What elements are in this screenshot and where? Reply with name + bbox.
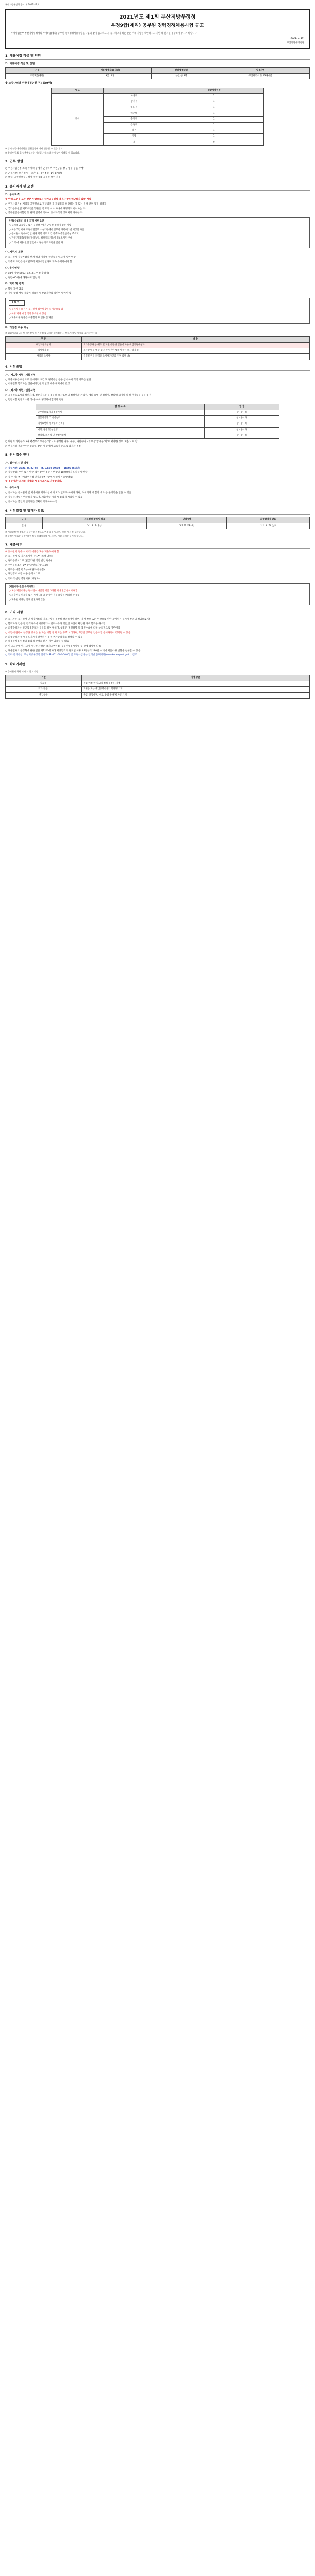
table-cell: 사상구	[104, 93, 164, 99]
table-cell: 공무원으로서의 정신자세	[36, 410, 205, 415]
table-cell: 의사상자 등 예우 및 지원에 관한 법률에 따른 의사상자 등	[81, 348, 310, 354]
text-line: ○ 18세 이상(2003. 12. 31. 이전 출생자)	[5, 272, 49, 275]
text-line: ○ 응시자는 응시원서 및 제출서류의 기재사항을 정확히 확인하여야 하며, 기재 착오 또는 누락으로 인한 불이익은 응시자 본인의 책임으로 함	[5, 618, 150, 621]
text-line: ○ 기타 가산점 증빙서류 (해당자)	[5, 577, 40, 580]
text-line: ○ 제출서류 원본은 최종합격 후 임용 전 제출	[9, 316, 53, 319]
text-line: ○ 우정사업본부 계리직 공무원으로 정년퇴직 후 재임용을 희망하는 자 또는 우정 관련 업무 경력자	[5, 202, 107, 206]
text-line: ○ 학력 제한 없음	[5, 287, 24, 291]
table-cell: 북구	[104, 128, 164, 134]
box-title: [제출서류 관련 유의사항]	[9, 585, 35, 588]
table-cell: 졸업, 졸업예정, 수료, 중퇴 중 해당 사항 기재	[81, 692, 310, 698]
requirement-box	[5, 217, 310, 248]
text-line: ○ 응시자는 본인의 연락처를 정확히 기재하여야 함	[5, 500, 58, 503]
text-line: ○ 보수: 공무원보수규정에 따른 9급 공무원 보수 적용	[5, 176, 61, 179]
table-cell: 자격증 소지자	[6, 354, 82, 360]
text-line: ○ 우정사업본부 소속 우체국 등에서 근무하며 우편금융 창구 업무 등을 수행	[5, 167, 84, 171]
table-cell: 의사상자 등	[6, 348, 82, 354]
table-cell: '21. 8. 13.(금)	[42, 523, 147, 529]
table-header: 구 분	[6, 336, 82, 342]
text-line: ○ 모든 제출서류는 원서접수 마감일 기준 3개월 이내 발급분이어야 함	[9, 589, 78, 592]
table-cell: 국가유공자 등 예우 및 지원에 관한 법률에 따른 취업지원대상자	[81, 342, 310, 348]
text-line: ○ 응시원서 및 자기소개서 각 1부 (소정 양식)	[5, 555, 53, 558]
text-line: ○ 최종합격자는 신규임용후보자 등록을 하여야 하며, 임용은 결원상황 및 업무수요에 따라 순차적으로 이루어짐	[5, 627, 120, 630]
table-header: 채용예정직급(직렬)	[69, 68, 151, 74]
table-header: 최종합격자 발표	[227, 517, 310, 523]
section-5-sub-b: 나. 유의사항	[5, 486, 20, 490]
table-header: 구 분	[6, 68, 69, 74]
section-4-sub-b: 나. (제2차 시험) 면접시험	[5, 389, 36, 393]
table-cell: '21. 8. 19.(목)	[147, 523, 227, 529]
title-box	[5, 9, 310, 49]
text-line: ○ 우체국 금융창구 또는 우편창구에서 근무한 경력이 있는 사람	[9, 224, 72, 227]
section-9-title: 9. 학력기재란	[5, 663, 310, 668]
unit-table	[51, 88, 264, 146]
table-header: 내 용	[81, 336, 310, 342]
text-line: ○ 접수기간: 2021. 8. 2.(월) ~ 8. 6.(금) 09:00 ~ 18:00 (5일간)	[5, 467, 80, 470]
section-4-title: 4. 시험방법	[5, 365, 310, 371]
text-line: ○ 개인정보 수집·이용 동의서 1부	[5, 573, 40, 576]
section-6-title: 6. 시험일정 및 합격자 발표	[5, 509, 310, 515]
text-line: ○ 응시자는 응시원서 및 제출서류 기재사항에 착오가 없도록 하여야 하며, 허위기재 시 합격 취소 등 불이익을 받을 수 있음	[5, 492, 131, 495]
table-cell: 학과(전공)	[6, 687, 82, 692]
text-line: ○ 주민등록초본 1부 (주소변동사항 포함)	[5, 564, 48, 567]
table-cell: 상 · 중 · 하	[204, 433, 279, 438]
table-cell: 해운대	[104, 111, 164, 116]
table-cell: 상 · 중 · 하	[204, 427, 279, 433]
table-cell: 1	[164, 123, 264, 128]
table-cell: 9급 · 9명	[69, 74, 151, 79]
table-cell: 1	[164, 99, 264, 105]
table-cell: 1	[164, 116, 264, 122]
table-cell: 상 · 중 · 하	[204, 416, 279, 421]
table-header: 구 분	[6, 675, 82, 681]
text-line: ○ 정년(60세)에 해당하지 않는 자	[5, 276, 41, 279]
unit-group: 부산	[51, 93, 104, 145]
title-line-1: 2021년도 제1회 부산지방우정청	[119, 14, 196, 21]
table-cell: 전문지식과 그 응용능력	[36, 416, 205, 421]
text-line: ○ 최근 5년 이내 우정사업본부 소속기관에서 근무한 경력이 1년 이상인 사람	[9, 228, 85, 231]
table-header: 시 도	[51, 88, 104, 93]
text-line: ○ 경력 증명 서류 제출이 필요하며 발급기관의 직인이 있어야 함	[5, 292, 72, 295]
text-line: ○ 합격자가 임용 전 결격사유에 해당하거나 결격사유가 있었던 사실이 확인될 경우 합격을 취소함	[5, 622, 106, 625]
section-3-sub-a: 가. 응시자격	[5, 193, 20, 196]
table-cell: 9	[164, 140, 264, 145]
table-cell: 기장	[104, 134, 164, 140]
text-line: ○ 채용절차의 공정화에 관한 법률 제11조에 따라 최종합격자 발표일 이후 14일부터 180일 이내에 제출서류 반환을 청구할 수 있음	[5, 649, 141, 652]
text-line: ○ 국가공무원법 제33조(결격사유) 각 호의 어느 하나에 해당하지 아니하는 자	[5, 207, 86, 210]
table-cell: 학위증 또는 졸업증명서상의 학과명 기재	[81, 687, 310, 692]
table-cell: 직렬별 관련 자격증 소지자(가산점 인정 범위 내)	[81, 354, 310, 360]
section-8-title: 8. 기타 사항	[5, 611, 310, 616]
table-cell: 1	[164, 134, 264, 140]
text-line: ○ 기타 문의사항: 부산지방우정청 인사과(☎ 051-000-0000) 및 우정사업본부 인터넷 홈페이지(www.koreapost.go.kr) 참조	[5, 654, 137, 657]
table-cell: 의사표현의 정확성과 논리성	[36, 421, 205, 427]
table-cell: 창의력, 의지력 및 발전가능성	[36, 433, 205, 438]
text-line: ○ 최종합격자 중 임용포기자가 발생하는 경우 추가합격자를 결정할 수 있음	[5, 636, 83, 639]
text-line: ○ 면접시험 평정요소별 상·중·하로 평정하여 합격자 결정	[5, 398, 64, 401]
text-line: ○ 자격증 사본 각 1부 (해당자에 한함)	[5, 568, 45, 571]
table-cell: 일 정	[6, 523, 43, 529]
intro-text: 우정사업본부 부산지방우정청의 우정9급(계리) 공무원 경력경쟁채용시험을 다음과 같이 공고하오니, 응시하고자 하는 분은 아래 사항을 확인하시고 기한 내 원서를 접수하여 주시기 바랍니다.	[11, 32, 198, 35]
bonus-table	[5, 336, 310, 360]
note-line: ※ 시험일정 및 장소는 부득이한 사정으로 변경될 수 있으며, 변경 시 사전 공지합니다.	[5, 530, 86, 533]
section-3-sub-b: 나. 거주지 제한	[5, 251, 23, 255]
interview-table	[36, 404, 279, 439]
note-line: ※ 합격자 발표 후 임용예정지는 개인별 거주지와 관계 없이 정해질 수 있습니다.	[5, 151, 80, 154]
note-line: ※ 상기 선발예정인원은 결원상황에 따라 변동될 수 있습니다.	[5, 147, 63, 150]
text-line: ○ 면접시험 결과 '우수' 등급을 받은 자 중에서 고득점 순으로 합격자 결정	[5, 445, 81, 448]
table-cell: 계	[104, 140, 164, 145]
table-cell: 졸업구분	[6, 692, 82, 698]
table-header: 면접시험	[147, 517, 227, 523]
table-header: 서류전형 합격자 발표	[42, 517, 147, 523]
text-line: ○ 거주지 요건은 공고일부터 최종시험일까지 계속 유지하여야 함	[5, 261, 72, 264]
text-line: ○ 제출서류 미제출 또는 기재 내용과 상이한 경우 불합격 처리될 수 있음	[9, 594, 80, 597]
section-5-sub-a: 가. 접수일시 및 방법	[5, 462, 29, 465]
section-2-title: 2. 근무 방법	[5, 160, 310, 165]
table-header: 평 정	[204, 404, 279, 410]
text-line: ○ 응시원서 접수마감일 현재 지역 거주 요건 충족자(주민등록상 주소지)	[9, 233, 80, 235]
document-page	[5, 0, 310, 705]
text-line: ○ 시험에 관하여 부정한 행위를 한 자는 시험 정지 또는 무효 처리하며, 5년간 공무원 임용시험 응시자격이 정지될 수 있음	[5, 631, 131, 634]
announcement-number: 부산지방우정청 공고 제 2021-11호	[5, 3, 39, 6]
text-line: ○ 응시자격 요건은 응시원서 접수마감일을 기준으로 함	[9, 308, 63, 311]
table-cell: 금정구	[104, 123, 164, 128]
red-line: ※ 접수기간 내 서류 미제출 시 응시포기로 간주합니다.	[5, 480, 62, 483]
table-cell: 수영구	[104, 116, 164, 122]
title-line-2: 우정9급(계리) 공무원 경력경쟁채용시험 공고	[111, 23, 204, 28]
section-3-sub-c: 다. 응시연령	[5, 266, 20, 270]
table-cell: 예의, 품행 및 성실성	[36, 427, 205, 433]
section-1-sub2: ※ 모집단위별 선발예정인원 구분표(9명)	[5, 82, 52, 86]
text-line: ○ 그 밖에 채용 관련 법령에서 정한 자격요건을 갖춘 자	[9, 241, 63, 244]
text-line: ※ 응시원서 접수 시 아래 서류를 모두 제출하여야 함	[5, 550, 59, 553]
section-5-title: 5. 원서접수 안내	[5, 453, 310, 459]
text-line: ○ 근무시간: 오전 9시 ~ 오후 6시 (주 5일, 1일 8시간)	[5, 172, 62, 175]
text-line: ○ 서류전형 합격자는 선발예정인원의 일정 배수 내외에서 결정	[5, 383, 70, 386]
confirm-box	[5, 298, 310, 324]
section-3-sub-e: 마. 가산점 적용 대상	[5, 326, 29, 330]
note-line: ※ 합격자 발표는 부산지방우정청 홈페이지에 게시하며, 개별 통지는 하지 않습니다.	[5, 534, 84, 537]
box-title: [ 확 인 ]	[9, 300, 25, 306]
note-line: ※ 취업지원대상자 및 의사상자 등 가산점 대상자는 원서접수 시 반드시 해당 사항을 표기하여야 함	[5, 331, 97, 334]
submission-notice-box	[5, 583, 310, 606]
table-cell: 강서구	[104, 99, 164, 105]
section-3-sub-d: 라. 학력 및 경력	[5, 282, 24, 286]
table-header	[104, 88, 164, 93]
table-cell: 2	[164, 93, 264, 99]
note-line: ※ 응시원서 학력 기재 시 참고 사항	[5, 670, 39, 673]
text-line: ○ 제출서류를 바탕으로 응시자격 요건 및 경력사항 등을 심사하여 적격 여부를 판단	[5, 378, 91, 381]
table-cell: 부산 등 9명	[152, 74, 211, 79]
table-cell: 우정9급(계리)	[6, 74, 69, 79]
box-title: 우정9급(계리) 채용 자격 세부 요건	[9, 219, 44, 223]
announce-date: 2021. 7. 19.	[290, 37, 304, 40]
table-header: 임용지역	[211, 68, 310, 74]
text-line: ○ 응시원서 접수마감일 현재 해당 지역에 주민등록이 되어 있어야 함	[5, 256, 76, 259]
table-cell: 상 · 중 · 하	[204, 410, 279, 415]
text-line: ○ 제출된 서류는 일체 반환하지 않음	[9, 598, 45, 601]
announce-org: 부산지방우정청장	[287, 42, 304, 45]
text-line: ○ 허위 기재 시 합격이 취소될 수 있음	[9, 312, 46, 315]
table-header: 기재 방법	[81, 675, 310, 681]
recruit-table	[5, 67, 310, 79]
text-line: ○ 공무원임용시험령 등 관계 법령에 의하여 응시자격이 정지되지 아니한 자	[5, 212, 83, 215]
table-header: 선발예정인원	[164, 88, 264, 93]
red-line: ※ 아래 요건을 모두 갖춘 사람으로서 국가공무원법 결격사유에 해당하지 않는 사람	[5, 198, 91, 201]
table-cell: 상 · 중 · 하	[204, 421, 279, 427]
table-header: 구 분	[6, 517, 43, 523]
table-cell: 1	[164, 111, 264, 116]
table-cell: 취업지원대상자	[6, 342, 82, 348]
text-line: ○ 접수된 서류는 반환하지 않으며, 제출서류 미비 시 불합격 처리될 수 있음	[5, 496, 83, 499]
section-3-title: 3. 응시자격 및 요건	[5, 185, 310, 191]
section-7-title: 7. 제출서류	[5, 543, 310, 549]
table-header: 평 정 요 소	[36, 404, 205, 410]
section-4-sub-a: 가. (제1차 시험) 서류전형	[5, 373, 36, 377]
schedule-table	[5, 517, 310, 529]
table-cell: 졸업(예정)한 학교의 정식 명칭을 기재	[81, 681, 310, 687]
text-line: ○ 관련 자격증(컴퓨터활용능력, 정보처리기능사 등) 소지자 우대	[9, 237, 73, 240]
text-line: ○ 위원의 과반수가 5개 평정요소 모두를 '상'으로 평정한 경우 '우수', 과반수가 2개 이상 항목을 '하'로 평정한 경우 '미흡'으로 함	[5, 440, 138, 443]
table-cell: 학교명	[6, 681, 82, 687]
table-cell: 1	[164, 105, 264, 111]
section-1-title: 1. 채용예정 직급 및 인원	[5, 54, 310, 60]
table-cell: 부산광역시 등 13개시군	[211, 74, 310, 79]
table-header: 선발예정인원	[152, 68, 211, 74]
text-line: ○ 이 공고문에 명시되지 아니한 사항은 국가공무원법, 공무원임용시험령 등 관계 법령에 따름	[5, 645, 101, 648]
table-cell: 1	[164, 128, 264, 134]
text-line: ○ 경력증명서 1부 (발급기관 직인 날인 필수)	[5, 560, 52, 563]
education-table	[5, 675, 310, 699]
text-line: ○ 공무원으로서의 정신자세, 전문지식과 응용능력, 의사표현의 정확성과 논리성, 예의·품행 및 성실성, 창의력·의지력 및 발전가능성 등을 평정	[5, 394, 152, 397]
text-line: ○ 채용신체검사 결과 불합격 판정을 받은 경우 임용될 수 없음	[5, 640, 69, 643]
table-cell: '21. 8. 27.(금)	[227, 523, 310, 529]
text-line: ○ 접수방법: 우편 또는 방문 접수 (우편접수는 마감일 18:00까지 도착분에 한함)	[5, 471, 89, 474]
section-1-sub1: 가. 채용예정 직급 및 인원	[5, 62, 35, 65]
text-line: ○ 접 수 처: 부산지방우정청 인사과 (부산광역시 연제구 중앙대로)	[5, 476, 73, 479]
table-cell: 영도구	[104, 105, 164, 111]
